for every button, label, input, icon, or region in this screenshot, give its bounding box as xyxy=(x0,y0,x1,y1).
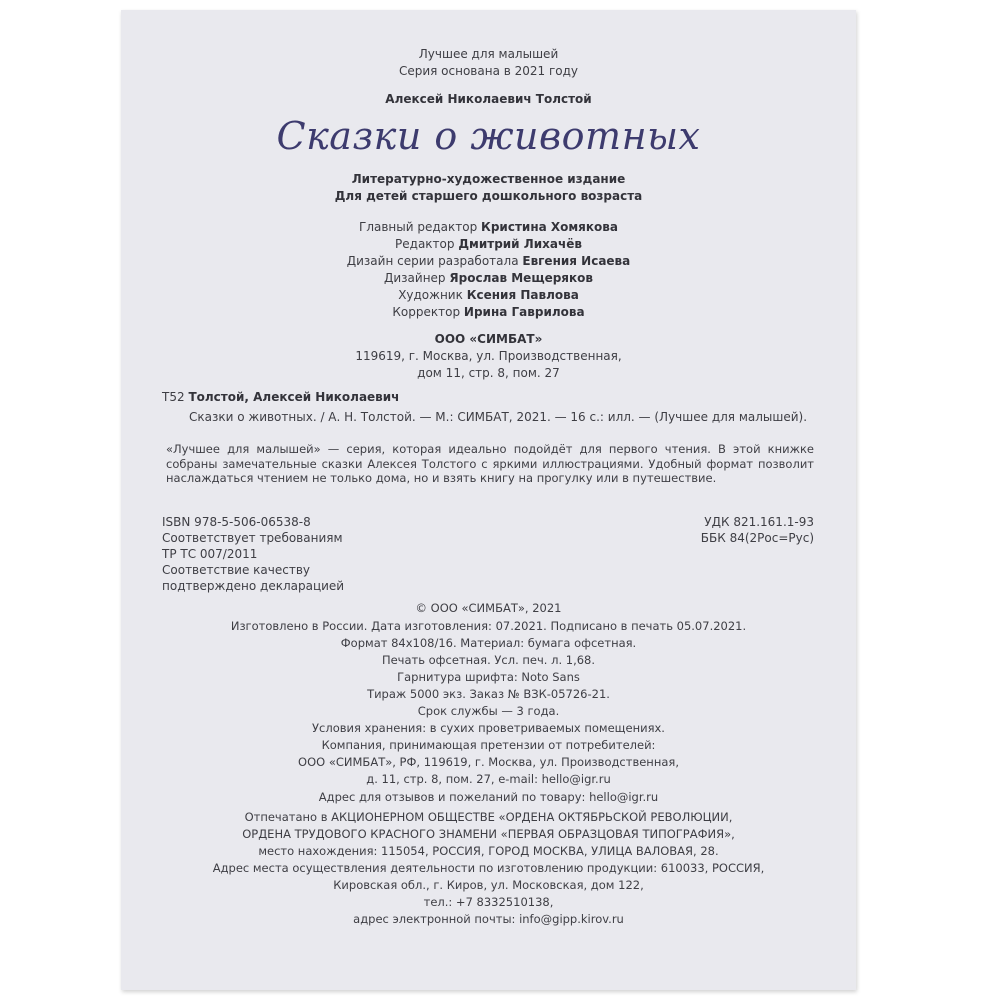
author-name: Алексей Николаевич Толстой xyxy=(385,92,592,106)
printer-line: тел.: +7 8332510138, xyxy=(423,895,554,909)
imprint-line: Срок службы — 3 года. xyxy=(417,704,560,718)
credit-line: Дизайнер Ярослав Мещеряков xyxy=(384,271,593,285)
printer-line: место нахождения: 115054, РОССИЯ, ГОРОД МОСКВА, УЛИЦА ВАЛОВАЯ, 28. xyxy=(258,844,719,858)
printer-line: Отпечатано в АКЦИОНЕРНОМ ОБЩЕСТВЕ «ОРДЕНА ОКТЯБРЬСКОЙ РЕВОЛЮЦИИ, xyxy=(244,810,733,824)
compliance-text: подтверждено декларацией xyxy=(162,579,345,593)
printer-email: адрес электронной почты: info@gipp.kirov.ru xyxy=(353,912,624,926)
isbn: ISBN 978-5-506-06538-8 xyxy=(162,515,311,529)
series-name: Лучшее для малышей xyxy=(418,47,559,61)
catalog-author: Толстой, Алексей Николаевич xyxy=(188,390,400,404)
udk-code: УДК 821.161.1-93 xyxy=(704,515,814,529)
credit-line: Главный редактор Кристина Хомякова xyxy=(359,220,618,234)
printer-line: ОРДЕНА ТРУДОВОГО КРАСНОГО ЗНАМЕНИ «ПЕРВАЯ ОБРАЗЦОВАЯ ТИПОГРАФИЯ», xyxy=(242,827,735,841)
series-founded: Серия основана в 2021 году xyxy=(398,64,579,78)
imprint-line: д. 11, стр. 8, пом. 27, e-mail: hello@igr.ru xyxy=(366,772,611,786)
imprint-line: Печать офсетная. Усл. печ. л. 1,68. xyxy=(381,653,596,667)
publisher-address: 119619, г. Москва, ул. Производственная, xyxy=(355,349,622,363)
credit-line: Корректор Ирина Гаврилова xyxy=(392,305,585,319)
book-title: Сказки о животных xyxy=(276,114,701,158)
bbk-code: ББК 84(2Рос=Рус) xyxy=(700,531,814,545)
printer-line: Кировская обл., г. Киров, ул. Московская, дом 122, xyxy=(333,878,644,892)
imprint-page xyxy=(121,10,856,990)
imprint-line: ООО «СИМБАТ», РФ, 119619, г. Москва, ул. Производственная, xyxy=(298,755,679,769)
feedback-address: Адрес для отзывов и пожеланий по товару: hello@igr.ru xyxy=(318,790,659,804)
publisher-name: ООО «СИМБАТ» xyxy=(434,332,543,346)
imprint-line: Изготовлено в России. Дата изготовления: 07.2021. Подписано в печать 05.07.2021. xyxy=(230,619,747,633)
compliance-text: ТР ТС 007/2011 xyxy=(162,547,258,561)
catalog-code: Т52 xyxy=(162,390,185,404)
imprint-line: Компания, принимающая претензии от потребителей: xyxy=(321,738,656,752)
compliance-text: Соответствует требованиям xyxy=(162,531,343,545)
credit-line: Художник Ксения Павлова xyxy=(398,288,579,302)
printer-line: Адрес места осуществления деятельности по изготовлению продукции: 610033, РОССИЯ, xyxy=(212,861,765,875)
edition-type: Литературно-художественное издание xyxy=(351,172,626,186)
credit-line: Дизайн серии разработала Евгения Исаева xyxy=(346,254,631,268)
imprint-line: Тираж 5000 экз. Заказ № ВЗК-05726-21. xyxy=(367,687,610,701)
description-paragraph: «Лучшее для малышей» — серия, которая идеально подойдёт для первого чтения. В этой книжке собраны замечательные сказки Алексея Толстого с яркими иллюстрациями. Удобный формат позволит наслаждаться чтением не только дома, но и взять книгу на прогулку или в путешествие. xyxy=(166,442,814,485)
compliance-text: Соответствие качеству xyxy=(162,563,310,577)
publisher-address: дом 11, стр. 8, пом. 27 xyxy=(417,366,560,380)
credit-line: Редактор Дмитрий Лихачёв xyxy=(395,237,582,251)
imprint-line: Формат 84х108/16. Материал: бумага офсетная. xyxy=(340,636,637,650)
catalog-record: Сказки о животных. / А. Н. Толстой. — М.: СИМБАТ, 2021. — 16 с.: илл. — (Лучшее для малышей). xyxy=(189,410,808,424)
audience: Для детей старшего дошкольного возраста xyxy=(334,189,643,203)
imprint-line: Гарнитура шрифта: Noto Sans xyxy=(397,670,580,684)
catalog-heading xyxy=(162,390,399,405)
imprint-line: Условия хранения: в сухих проветриваемых помещениях. xyxy=(312,721,665,735)
copyright: © ООО «СИМБАТ», 2021 xyxy=(415,601,562,615)
